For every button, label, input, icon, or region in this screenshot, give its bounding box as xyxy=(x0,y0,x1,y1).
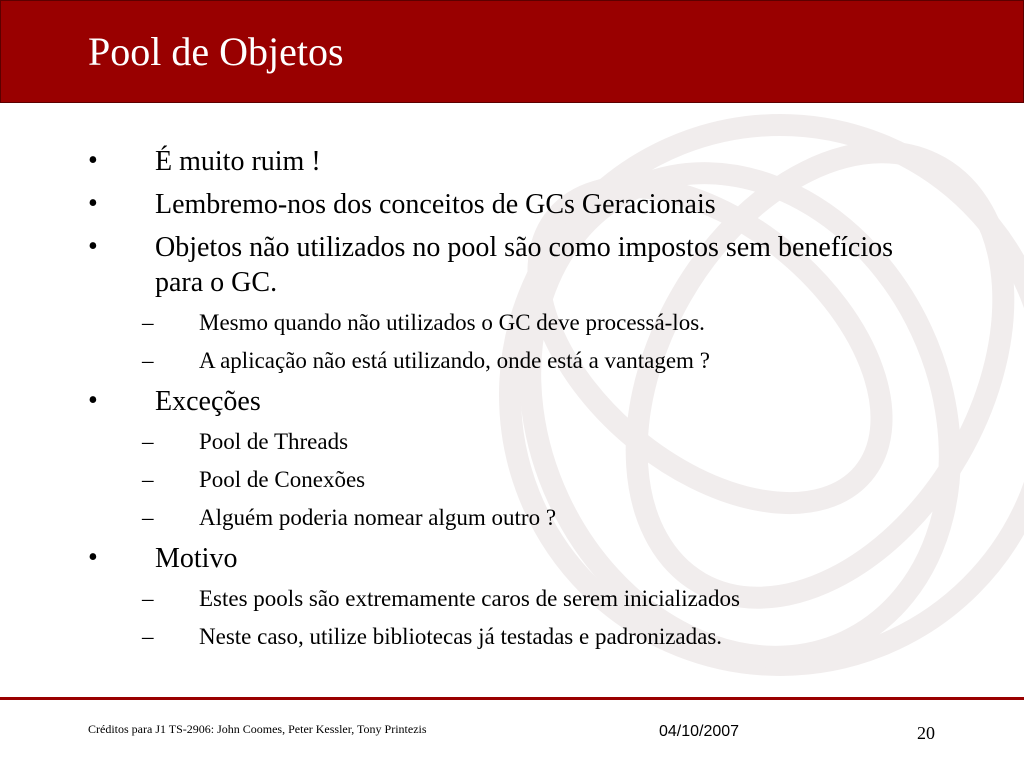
sub-bullet-item xyxy=(0,499,1024,537)
sub-bullet-item xyxy=(0,304,1024,342)
sub-bullet-marker: – xyxy=(142,624,154,649)
slide-title: Pool de Objetos xyxy=(88,29,344,74)
sub-bullet-marker: – xyxy=(142,429,154,454)
sub-bullet-item xyxy=(0,461,1024,499)
sub-bullet-item xyxy=(0,580,1024,618)
sub-bullet-marker: – xyxy=(142,586,154,611)
sub-bullet-text: Pool de Threads xyxy=(199,429,349,454)
sub-bullet-marker: – xyxy=(142,310,154,335)
title-bar xyxy=(0,0,1024,103)
sub-bullet-text: Neste caso, utilize bibliotecas já testadas e padronizadas. xyxy=(199,624,723,649)
sub-bullet-item xyxy=(0,423,1024,461)
sub-bullet-marker: – xyxy=(142,505,154,530)
sub-bullet-text: A aplicação não está utilizando, onde está a vantagem ? xyxy=(199,348,710,373)
sub-bullet-text: Alguém poderia nomear algum outro ? xyxy=(199,505,557,530)
bullet-marker: • xyxy=(88,385,98,416)
bullet-text: Lembremo-nos dos conceitos de GCs Geracionais xyxy=(155,189,716,220)
bullet-item xyxy=(0,537,1024,580)
bullet-text: Motivo xyxy=(155,543,238,574)
sub-bullet-item xyxy=(0,618,1024,656)
bullet-text: É muito ruim ! xyxy=(155,146,321,177)
bullet-marker: • xyxy=(88,231,98,262)
bullet-text: Exceções xyxy=(155,386,261,417)
bullet-marker: • xyxy=(88,145,98,176)
bullet-item xyxy=(0,380,1024,423)
bullet-marker: • xyxy=(88,188,98,219)
sub-bullet-marker: – xyxy=(142,467,154,492)
bullet-item xyxy=(0,140,1024,183)
bullet-marker: • xyxy=(88,542,98,573)
sub-bullet-item xyxy=(0,342,1024,380)
footer-divider xyxy=(0,697,1024,700)
bullet-text: Objetos não utilizados no pool são como impostos sem benefícios para o GC. xyxy=(155,232,894,298)
bullet-item xyxy=(0,183,1024,226)
bullet-list xyxy=(0,140,1024,656)
sub-bullet-marker: – xyxy=(142,348,154,373)
bullet-item xyxy=(0,226,1024,304)
sub-bullet-text: Estes pools são extremamente caros de serem inicializados xyxy=(199,586,740,611)
page-number: 20 xyxy=(917,723,935,743)
sub-bullet-text: Pool de Conexões xyxy=(199,467,366,492)
footer-date: 04/10/2007 xyxy=(659,723,740,740)
footer-credits: Créditos para J1 TS-2906: John Coomes, Peter Kessler, Tony Printezis xyxy=(88,722,427,736)
sub-bullet-text: Mesmo quando não utilizados o GC deve processá-los. xyxy=(199,310,705,335)
